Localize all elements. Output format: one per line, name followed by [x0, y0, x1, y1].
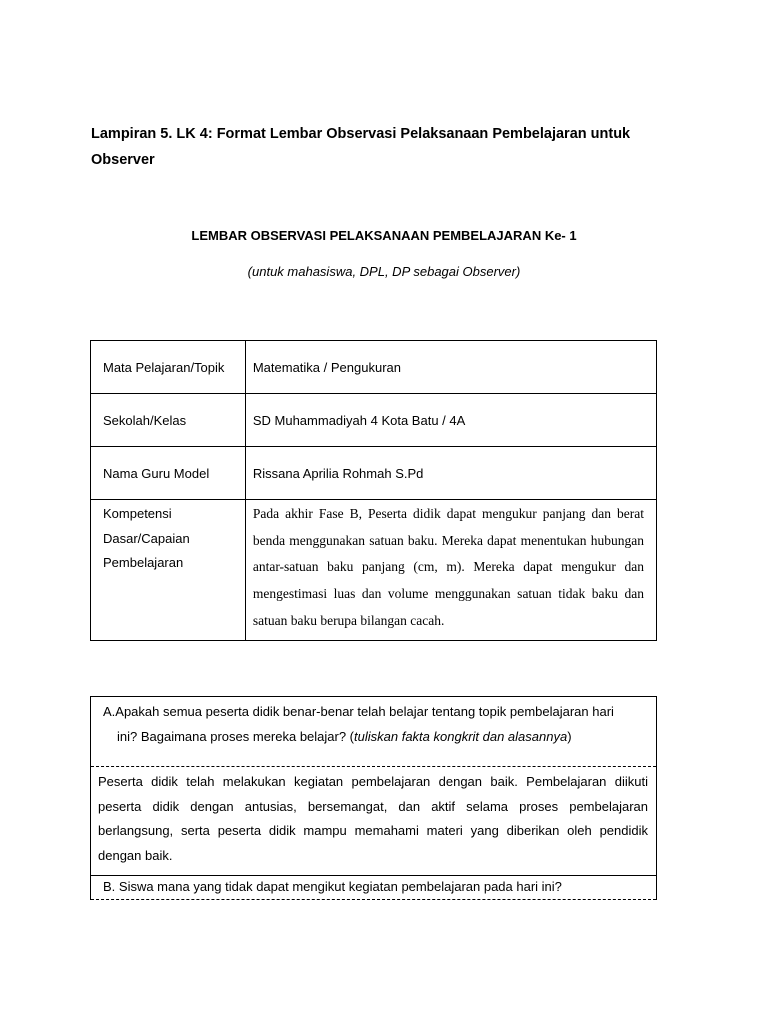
observation-info-table: [90, 340, 657, 641]
question-b: B. Siswa mana yang tidak dapat mengikut kegiatan pembelajaran pada hari ini?: [90, 876, 657, 900]
table-row: [91, 394, 657, 447]
competency-text: Pada akhir Fase B, Peserta didik dapat mengukur panjang dan berat benda menggunakan satuan baku. Mereka dapat menentukan hubungan antar-satuan baku panjang (cm, m). Mereka dapat mengukur dan mengestimasi luas dan volume menggunakan satuan tidak baku dan satuan baku berupa bilangan cacah.: [252, 506, 644, 628]
document-title: LEMBAR OBSERVASI PELAKSANAAN PEMBELAJARAN Ke- 1: [191, 228, 577, 243]
document-subtitle: (untuk mahasiswa, DPL, DP sebagai Observer): [247, 264, 521, 279]
row-label: Sekolah/Kelas: [103, 412, 187, 428]
competency-label: Kompetensi Dasar/Capaian Pembelajaran: [103, 506, 190, 570]
row-label: Nama Guru Model: [103, 465, 210, 481]
row-label: Mata Pelajaran/Topik: [103, 359, 225, 375]
answer-a: Peserta didik telah melakukan kegiatan pembelajaran dengan baik. Pembelajaran diikuti peserta didik dengan antusias, bersemangat, dan aktif selama proses pembelajaran berlangsung, serta peserta didik mampu memahami materi yang diberikan oleh pendidik dengan baik.: [90, 767, 657, 876]
table-row: [91, 341, 657, 394]
table-row-competency: [91, 500, 657, 641]
row-value: Rissana Aprilia Rohmah S.Pd: [252, 465, 424, 481]
table-row: [91, 447, 657, 500]
row-value: Matematika / Pengukuran: [252, 359, 401, 375]
appendix-heading: [91, 121, 691, 173]
appendix-heading-line-1: Lampiran 5. LK 4: Format Lembar Observasi Pelaksanaan Pembelajaran untuk: [91, 126, 631, 142]
appendix-heading-line-2: Observer: [91, 152, 155, 168]
dashed-divider: [91, 899, 656, 900]
dashed-divider: [91, 766, 656, 767]
questions-box: [90, 696, 657, 900]
question-a: A.Apakah semua peserta didik benar-benar telah belajar tentang topik pembelajaran hari ini? Bagaimana proses mereka belajar? (tuliskan fakta kongkrit dan alasannya): [90, 696, 657, 767]
row-value: SD Muhammadiyah 4 Kota Batu / 4A: [252, 412, 466, 428]
